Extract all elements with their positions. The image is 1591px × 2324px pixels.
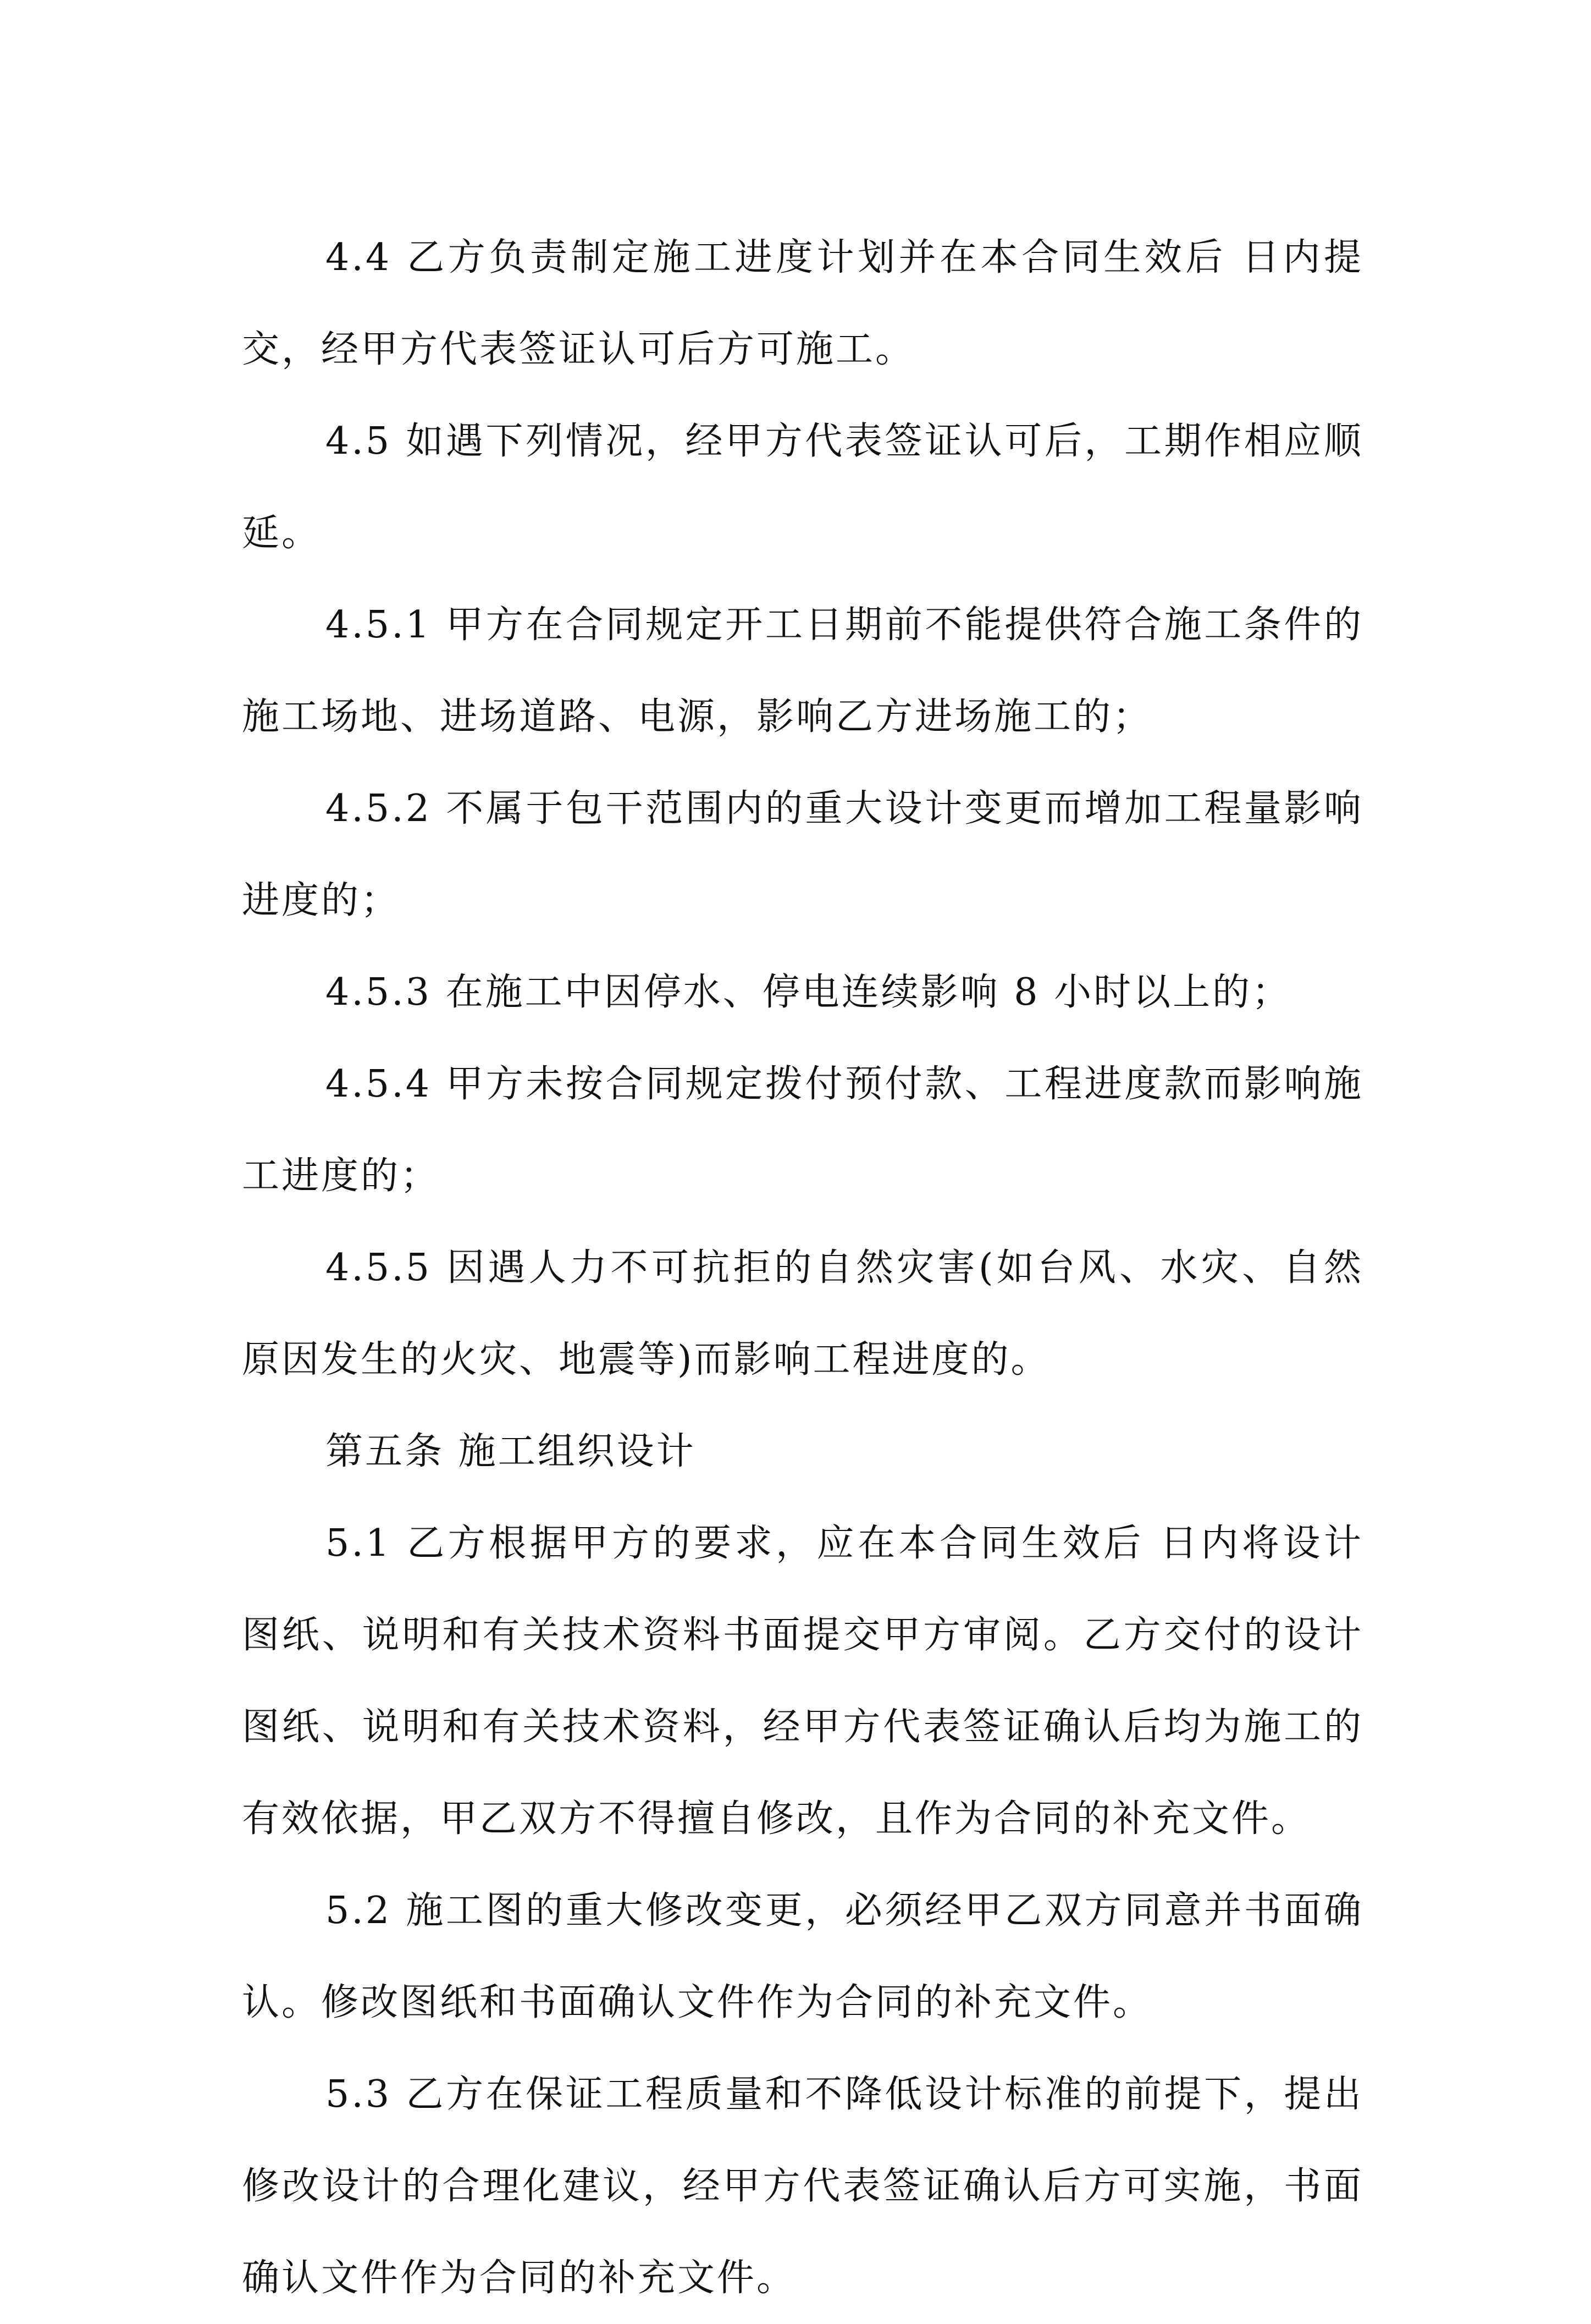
clause-5-1: 5.1 乙方根据甲方的要求，应在本合同生效后 日内将设计图纸、说明和有关技术资料书面提交甲方审阅。乙方交付的设计图纸、说明和有关技术资料，经甲方代表签证确认后均为施工的有效依据，甲乙双方不得擅自修改，且作为合同的补充文件。	[242, 1522, 1363, 1841]
clause-4-5-2: 4.5.2 不属于包干范围内的重大设计变更而增加工程量影响进度的；	[242, 787, 1363, 922]
clause-4-5-1: 4.5.1 甲方在合同规定开工日期前不能提供符合施工条件的施工场地、进场道路、电源，影响乙方进场施工的；	[242, 603, 1363, 739]
clause-4-5-5: 4.5.5 因遇人力不可抗拒的自然灾害(如台风、水灾、自然原因发生的火灾、地震等)而影响工程进度的。	[242, 1246, 1363, 1381]
clause-4-5-4: 4.5.4 甲方未按合同规定拨付预付款、工程进度款而影响施工进度的；	[242, 1062, 1363, 1198]
clause-4-5-3: 4.5.3 在施工中因停水、停电连续影响 8 小时以上的；	[325, 971, 1292, 1014]
section-heading: 第五条 施工组织设计	[325, 1430, 696, 1473]
document-body	[242, 212, 1363, 2324]
clause-5-3: 5.3 乙方在保证工程质量和不降低设计标准的前提下，提出修改设计的合理化建议，经甲方代表签证确认后方可实施，书面确认文件作为合同的补充文件。	[242, 2073, 1363, 2300]
clause-4-5: 4.5 如遇下列情况，经甲方代表签证认可后，工期作相应顺延。	[242, 420, 1363, 555]
clause-5-2: 5.2 施工图的重大修改变更，必须经甲乙双方同意并书面确认。修改图纸和书面确认文件作为合同的补充文件。	[242, 1889, 1363, 2024]
clause-4-4: 4.4 乙方负责制定施工进度计划并在本合同生效后 日内提交，经甲方代表签证认可后方可施工。	[242, 236, 1363, 371]
